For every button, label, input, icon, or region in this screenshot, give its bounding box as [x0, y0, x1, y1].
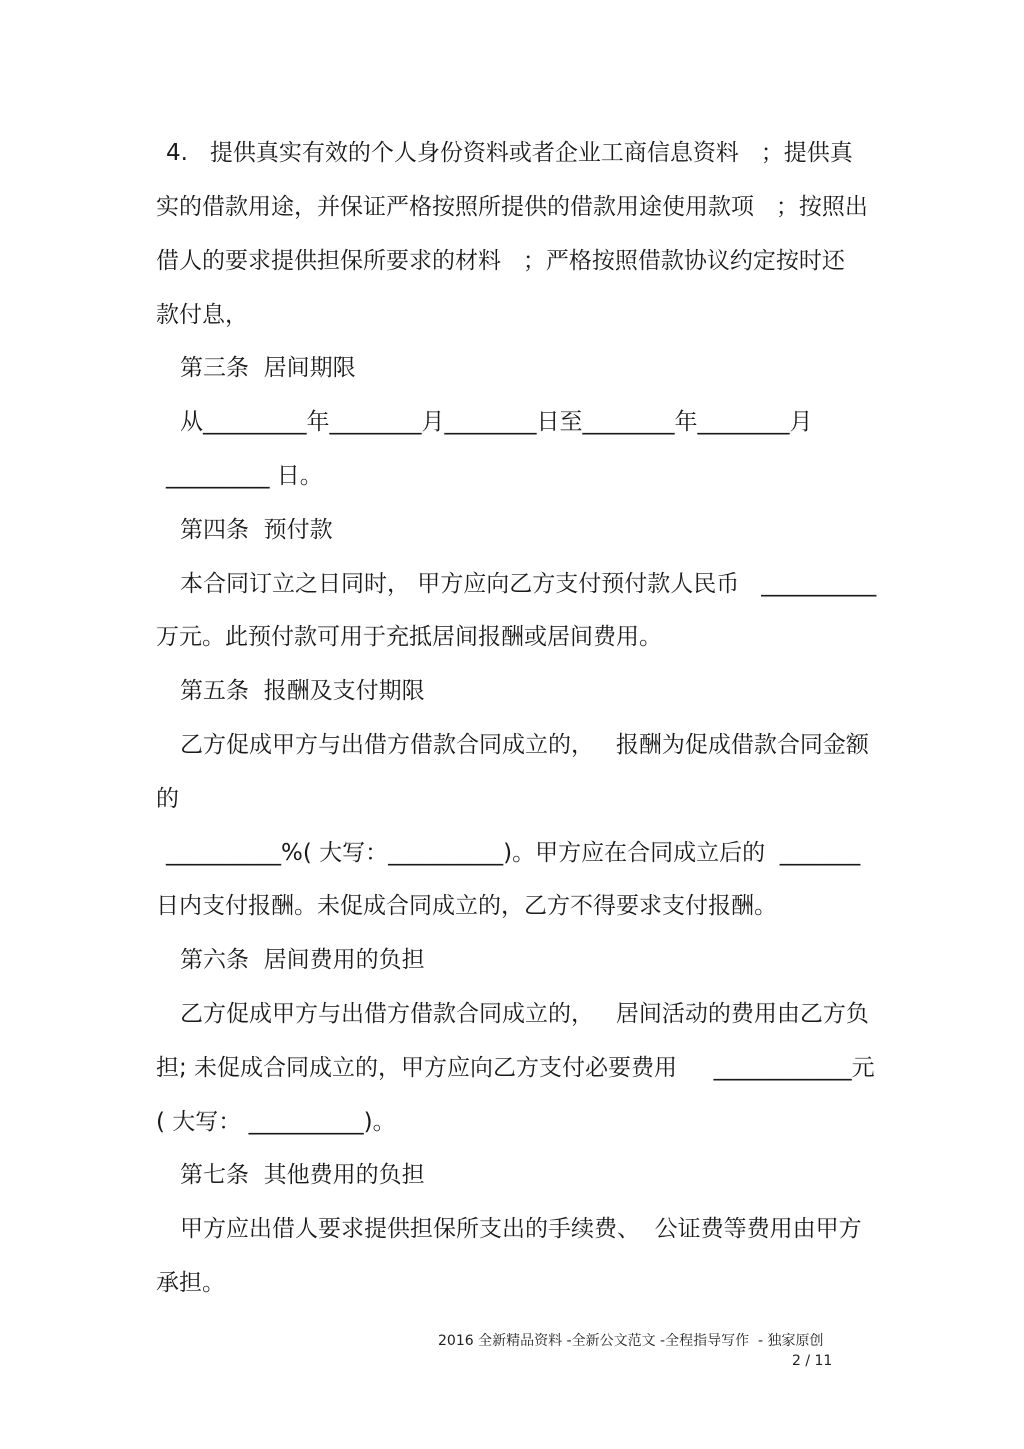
paragraph-line: 乙方促成甲方与出借方借款合同成立的， 居间活动的费用由乙方负 — [180, 1001, 869, 1027]
footer-text: 2016 全新精品资料 -全新公文范文 -全程指导写作 - 独家原创 — [438, 1333, 824, 1349]
paragraph-line: 担; 未促成合同成立的，甲方应向乙方支付必要费用 ____________元 — [156, 1055, 875, 1081]
paragraph-line: 借人的要求提供担保所要求的材料 ；严格按照借款协议约定按时还 — [156, 248, 845, 274]
paragraph-line: 实的借款用途，并保证严格按照所提供的借款用途使用款项 ；按照出 — [156, 194, 868, 220]
paragraph-line: 本合同订立之日同时， 甲方应向乙方支付预付款人民币 __________ — [180, 571, 877, 597]
paragraph-line: 承担。 — [156, 1270, 225, 1296]
paragraph-line: 从_________年________月________日至________年________月 — [180, 409, 813, 435]
paragraph-line: 日内支付报酬。未促成合同成立的，乙方不得要求支付报酬。 — [156, 893, 777, 919]
paragraph-line: _________ 日。 — [166, 463, 323, 489]
paragraph-line: ( 大写： __________)。 — [156, 1109, 396, 1135]
section-heading: 第七条 其他费用的负担 — [180, 1162, 425, 1188]
paragraph-line: 乙方促成甲方与出借方借款合同成立的， 报酬为促成借款合同金额 — [180, 732, 869, 758]
paragraph-line: __________%( 大写：__________)。甲方应在合同成立后的 _______ — [166, 840, 861, 866]
paragraph-line: 款付息， — [156, 302, 248, 328]
section-heading: 第六条 居间费用的负担 — [180, 947, 425, 973]
paragraph-line: 4. 提供真实有效的个人身份资料或者企业工商信息资料 ；提供真 — [166, 140, 853, 166]
paragraph-line: 甲方应出借人要求提供担保所支出的手续费、 公证费等费用由甲方 — [180, 1216, 862, 1242]
paragraph-line: 万元。此预付款可用于充抵居间报酬或居间费用。 — [156, 624, 662, 650]
section-heading: 第五条 报酬及支付期限 — [180, 678, 425, 704]
section-heading: 第三条 居间期限 — [180, 355, 356, 381]
paragraph-line: 的 — [156, 786, 179, 812]
page-number: 2 / 11 — [792, 1353, 833, 1369]
section-heading: 第四条 预付款 — [180, 517, 333, 543]
